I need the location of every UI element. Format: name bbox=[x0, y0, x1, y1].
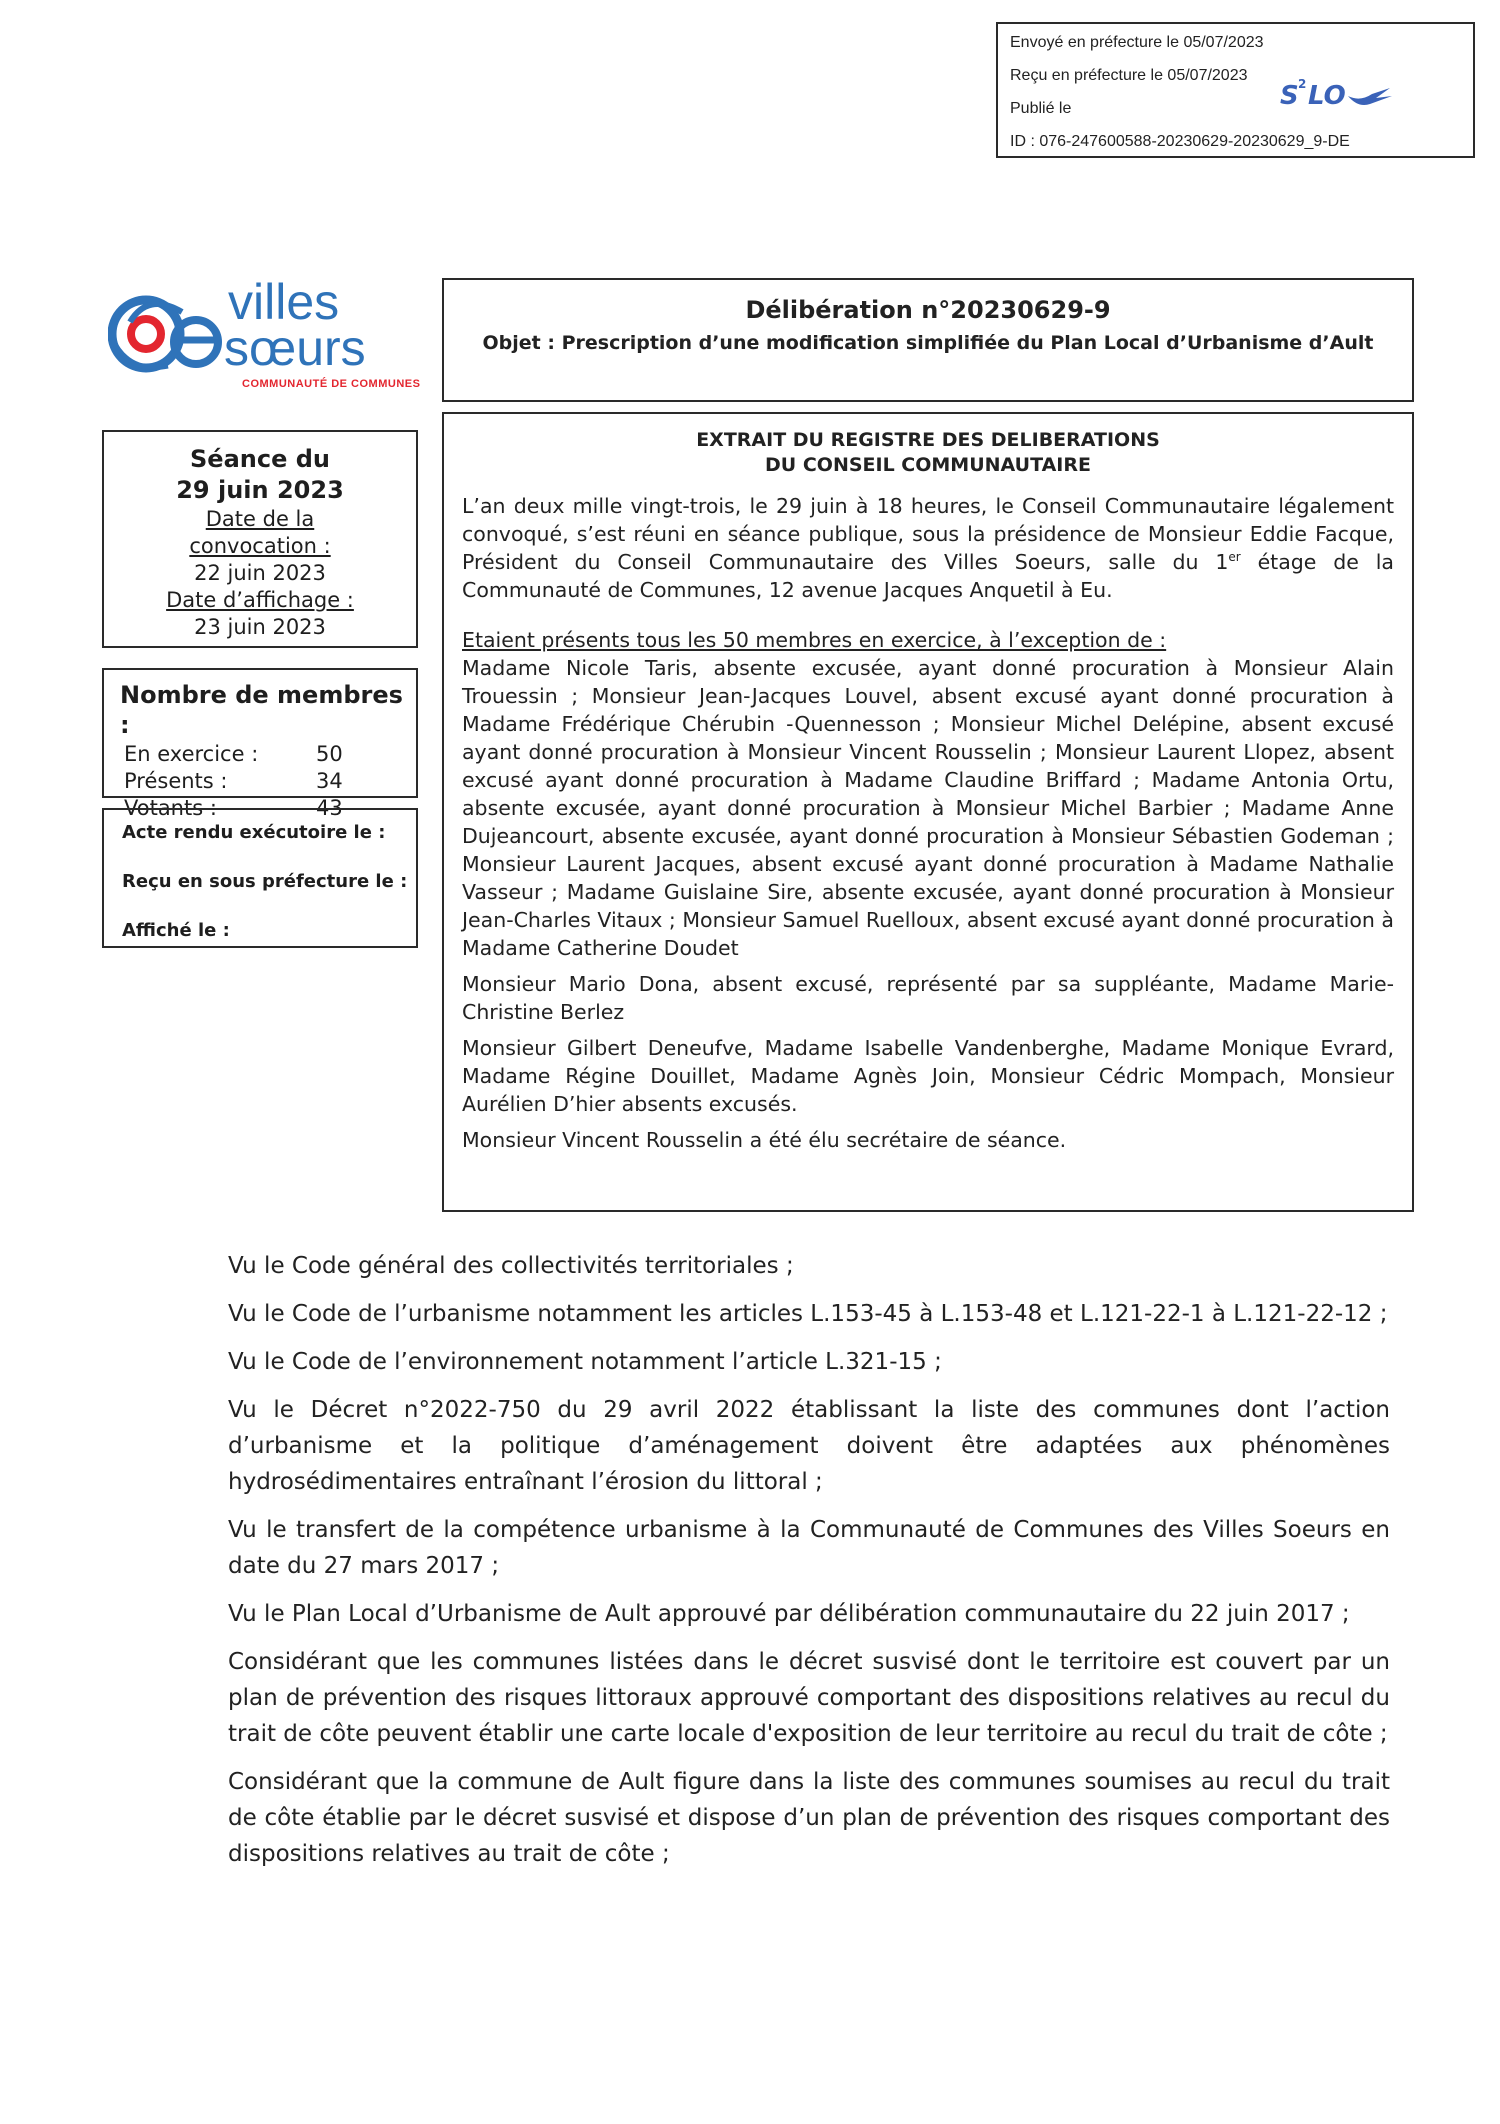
extract-intro-text-end: étage de la Communauté de Communes, 12 avenue Jacques Anquetil à Eu. bbox=[462, 550, 1394, 602]
affichage-date: 23 juin 2023 bbox=[194, 615, 326, 639]
body-paragraph: Vu le Code de l’environnement notamment l’article L.321-15 ; bbox=[228, 1349, 942, 1375]
prefecture-stamp bbox=[996, 22, 1475, 158]
convocation-date: 22 juin 2023 bbox=[194, 561, 326, 585]
extract-absents: Monsieur Gilbert Deneufve, Madame Isabelle Vandenberghe, Madame Monique Evrard, Madame Régine Douillet, Madame Agnès Join, Monsieur Cédric Mompach, Monsieur Aurélien D’hier absents excusés. bbox=[462, 1036, 1394, 1116]
membres-row-label: En exercice : bbox=[124, 742, 259, 766]
logo-word-soeurs: sœurs bbox=[224, 320, 366, 376]
extract-suppleant: Monsieur Mario Dona, absent excusé, représenté par sa suppléante, Madame Marie-Christine Berlez bbox=[462, 972, 1394, 1024]
membres-row-value: 43 bbox=[316, 796, 343, 820]
membres-row-label: Présents : bbox=[124, 769, 228, 793]
extract-title-line-2: DU CONSEIL COMMUNAUTAIRE bbox=[765, 454, 1091, 476]
extract-secretaire: Monsieur Vincent Rousselin a été élu secrétaire de séance. bbox=[462, 1128, 1067, 1152]
logo-tagline: COMMUNAUTÉ DE COMMUNES bbox=[242, 378, 421, 390]
membres-title: Nombre de membres : bbox=[120, 681, 403, 739]
extract-intro bbox=[462, 492, 1394, 604]
villes-soeurs-logo bbox=[108, 274, 421, 398]
body-paragraph: Vu le Décret n°2022-750 du 29 avril 2022 établissant la liste des communes dont l’action d’urbanisme et la politique d’aménagement doivent être adaptées aux phénomènes hydrosédimentaires entraînant l’érosion du littoral ; bbox=[228, 1397, 1390, 1495]
acte-executoire-label: Acte rendu exécutoire le : bbox=[122, 822, 386, 843]
deliberation-body bbox=[228, 1248, 1390, 1884]
convocation-label-2: convocation : bbox=[189, 534, 331, 558]
seance-label: Séance du bbox=[190, 445, 330, 473]
svg-text:2: 2 bbox=[1298, 77, 1307, 91]
extract-intro-sup: er bbox=[1228, 550, 1241, 565]
extract-title-line-1: EXTRAIT DU REGISTRE DES DELIBERATIONS bbox=[696, 429, 1160, 451]
membres-row-exercice bbox=[120, 740, 416, 767]
extract-presents-heading bbox=[462, 626, 1394, 654]
stamp-envoye: Envoyé en préfecture le 05/07/2023 bbox=[1010, 34, 1264, 51]
seance-date: 29 juin 2023 bbox=[176, 476, 344, 504]
stamp-id: ID : 076-247600588-20230629-20230629_9-DE bbox=[1010, 133, 1350, 150]
svg-text:LO: LO bbox=[1308, 81, 1346, 111]
acte-affiche-label: Affiché le : bbox=[122, 920, 230, 941]
body-paragraph: Vu le Plan Local d’Urbanisme de Ault approuvé par délibération communautaire du 22 juin 2017 ; bbox=[228, 1601, 1350, 1627]
body-paragraph: Vu le Code général des collectivités territoriales ; bbox=[228, 1253, 794, 1279]
stamp-publie: Publié le bbox=[1010, 100, 1072, 117]
extract-intro-text: L’an deux mille vingt-trois, le 29 juin à 18 heures, le Conseil Communautaire légalement convoqué, s’est réuni en séance publique, sous la présidence de Monsieur Eddie Facque, Président du Conseil Communautaire des Villes Soeurs, salle du 1 bbox=[462, 494, 1394, 574]
body-paragraph: Vu le Code de l’urbanisme notamment les articles L.153-45 à L.153-48 et L.121-22-1 à L.121-22-12 ; bbox=[228, 1301, 1388, 1327]
seance-info-box bbox=[102, 430, 418, 648]
convocation-label-1: Date de la bbox=[205, 507, 315, 531]
extract-procurations: Madame Nicole Taris, absente excusée, ayant donné procuration à Monsieur Alain Trouessin ; Monsieur Jean-Jacques Louvel, absent excusé ayant donné procuration à Madame Frédérique Chérubin -Quennesson ; Monsieur Michel Delépine, absent excusé ayant donné procuration à Monsieur Vincent Rousselin ; Monsieur Laurent Llopez, absent excusé ayant donné procuration à Madame Claudine Briffard ; Madame Antonia Ortu, absente excusée, ayant donné procuration à Monsieur Michel Barbier ; Madame Anne Dujeancourt, absente excusée, ayant donné procuration à Monsieur Sébastien Godeman ; Monsieur Laurent Jacques, absent excusé ayant donné procuration à Madame Nathalie Vasseur ; Madame Guislaine Sire, absente excusée, ayant donné procuration à Monsieur Jean-Charles Vitaux ; Monsieur Samuel Ruelloux, absent excusé ayant donné procuration à Madame Catherine Doudet bbox=[462, 656, 1394, 960]
acte-status-box bbox=[102, 808, 418, 948]
logo-word-villes: villes bbox=[228, 274, 340, 330]
deliberation-title: Délibération n°20230629-9 bbox=[745, 296, 1111, 324]
acte-recu-label: Reçu en sous préfecture le : bbox=[122, 871, 408, 892]
deliberation-header bbox=[442, 278, 1414, 402]
stamp-recu: Reçu en préfecture le 05/07/2023 bbox=[1010, 67, 1248, 84]
body-paragraph: Considérant que les communes listées dans le décret susvisé dont le territoire est couvert par un plan de prévention des risques littoraux approuvé comportant des dispositions relatives au recul du trait de côte peuvent établir une carte locale d'exposition de leur territoire au recul du trait de côte ; bbox=[228, 1649, 1390, 1747]
body-paragraph: Considérant que la commune de Ault figure dans la liste des communes soumises au recul du trait de côte établie par le décret susvisé et dispose d’un plan de prévention des risques comportant des dispositions relatives au trait de côte ; bbox=[228, 1769, 1390, 1867]
extract-title bbox=[462, 428, 1394, 478]
membres-count-box bbox=[102, 668, 418, 820]
membres-row-label: Votants : bbox=[124, 796, 217, 820]
membres-row-value: 34 bbox=[316, 769, 343, 793]
presents-heading-text: Etaient présents tous les 50 membres en exercice, à l’exception de : bbox=[462, 628, 1167, 652]
deliberation-object: Objet : Prescription d’une modification simplifiée du Plan Local d’Urbanisme d’Ault bbox=[482, 332, 1374, 354]
body-paragraph: Vu le transfert de la compétence urbanisme à la Communauté de Communes des Villes Soeurs en date du 27 mars 2017 ; bbox=[228, 1517, 1390, 1579]
registre-extract-box bbox=[442, 412, 1414, 1212]
affichage-label: Date d’affichage : bbox=[166, 588, 354, 612]
s2lo-logo-icon bbox=[1280, 74, 1400, 114]
membres-row-presents bbox=[120, 767, 416, 794]
membres-row-value: 50 bbox=[316, 742, 343, 766]
svg-text:S: S bbox=[1280, 81, 1299, 111]
